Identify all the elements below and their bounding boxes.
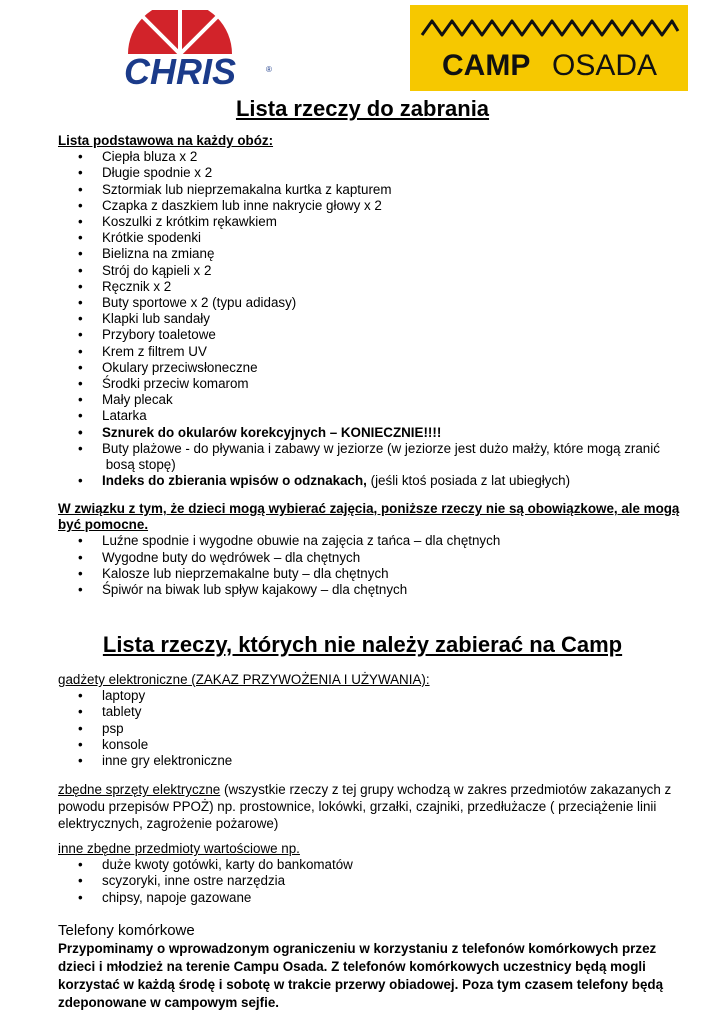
phones-section [58, 922, 692, 1012]
list-item: • duże kwoty gotówki, karty do bankomatów [58, 857, 688, 873]
beach-shoes-line1: Buty plażowe - do pływania i zabawy w jeziorze (w jeziorze jest dużo małży, które mogą zranić [102, 440, 660, 456]
optional-list-header: W związku z tym, że dzieci mogą wybierać zajęcia, poniższe rzeczy nie są obowiązkowe, ale mogą być pomocne. [58, 501, 680, 533]
list-item: • Okulary przeciwsłoneczne [58, 360, 688, 376]
list-item: • Krótkie spodenki [58, 230, 688, 246]
osada-text: OSADA [552, 49, 658, 82]
list-item: • Latarka [58, 408, 688, 424]
list-item: • Kalosze lub nieprzemakalne buty – dla chętnych [58, 566, 688, 582]
list-item: • Przybory toaletowe [58, 327, 688, 343]
list-item: • Długie spodnie x 2 [58, 165, 688, 181]
list-item-glasses-strap: • Sznurek do okularów korekcyjnych – KONIECZNIE!!!! [58, 425, 688, 441]
list-item: • chipsy, napoje gazowane [58, 890, 688, 906]
gadgets-list [58, 688, 688, 769]
beach-shoes-line2: bosą stopę) [105, 457, 176, 473]
list-item: • inne gry elektroniczne [58, 753, 688, 769]
list-item: • laptopy [58, 688, 688, 704]
optional-list [58, 533, 688, 598]
forbidden-title: Lista rzeczy, których nie należy zabierać na Camp [102, 632, 623, 657]
electric-section [58, 781, 688, 832]
phones-text: Przypominamy o wprowadzonym ograniczeniu w korzystaniu z telefonów komórkowych przez dzieci i młodzież na terenie Campu Osada. Z telefonów komórkowych uczestnicy będą mogli korzystać w każdą środę i sobotę w trakcie przerwy obiadowej. Poza tym czasem telefony będą zdeponowane w campowym sejfie. [58, 941, 664, 1010]
camp-text: CAMP [442, 49, 531, 82]
list-item-beach-shoes [58, 441, 688, 473]
electric-text: (wszystkie rzeczy z tej grupy wchodzą w zakres przedmiotów zakazanych z powodu przepisów PPOŻ) np. prostownice, lokówki, grzałki, czajniki, przedłużacze ( przeciążenie linii elektrycznych, zagrożenie pożarowe) [58, 782, 672, 831]
gadgets-section [58, 672, 688, 769]
list-item: • psp [58, 721, 688, 737]
page-title: Lista rzeczy do zabrania [235, 96, 490, 121]
optional-list-section [58, 501, 688, 598]
basic-list [58, 149, 688, 489]
list-item: • Wygodne buty do wędrówek – dla chętnych [58, 550, 688, 566]
list-item: • Śpiwór na biwak lub spływ kajakowy – dla chętnych [58, 582, 688, 598]
valuables-section [58, 841, 688, 906]
basic-list-section [58, 133, 688, 489]
camp-osada-logo [410, 5, 688, 91]
list-item: • Krem z filtrem UV [58, 344, 688, 360]
basic-list-header: Lista podstawowa na każdy obóz: [58, 133, 274, 148]
list-item: • Mały plecak [58, 392, 688, 408]
list-item: • Czapka z daszkiem lub inne nakrycie głowy x 2 [58, 198, 688, 214]
list-item: • Koszulki z krótkim rękawkiem [58, 214, 688, 230]
electric-header: zbędne sprzęty elektryczne [58, 782, 221, 797]
list-item: • Luźne spodnie i wygodne obuwie na zajęcia z tańca – dla chętnych [58, 533, 688, 549]
list-item: • konsole [58, 737, 688, 753]
valuables-header: inne zbędne przedmioty wartościowe np. [58, 841, 300, 856]
chris-logo [88, 10, 273, 92]
list-item-badge-index [58, 473, 688, 489]
list-item: • Ręcznik x 2 [58, 279, 688, 295]
list-item: • Środki przeciw komarom [58, 376, 688, 392]
chris-logo-text: CHRIS [123, 51, 237, 92]
list-item: • Strój do kąpieli x 2 [58, 263, 688, 279]
valuables-list [58, 857, 688, 906]
list-item: • tablety [58, 704, 688, 720]
badge-index-bold: Indeks do zbierania wpisów o odznakach, [102, 473, 367, 489]
list-item: • Sztormiak lub nieprzemakalna kurtka z kapturem [58, 182, 688, 198]
gadgets-header: gadżety elektroniczne (ZAKAZ PRZYWOŻENIA I UŻYWANIA): [58, 672, 430, 687]
list-item: • Klapki lub sandały [58, 311, 688, 327]
svg-text:®: ® [266, 65, 272, 74]
list-item: • Ciepła bluza x 2 [58, 149, 688, 165]
list-item: • Buty sportowe x 2 (typu adidasy) [58, 295, 688, 311]
phones-header: Telefony komórkowe [58, 922, 195, 939]
badge-index-rest: (jeśli ktoś posiada z lat ubiegłych) [366, 473, 571, 489]
list-item: • Bielizna na zmianę [58, 246, 688, 262]
list-item: • scyzoryki, inne ostre narzędzia [58, 873, 688, 889]
